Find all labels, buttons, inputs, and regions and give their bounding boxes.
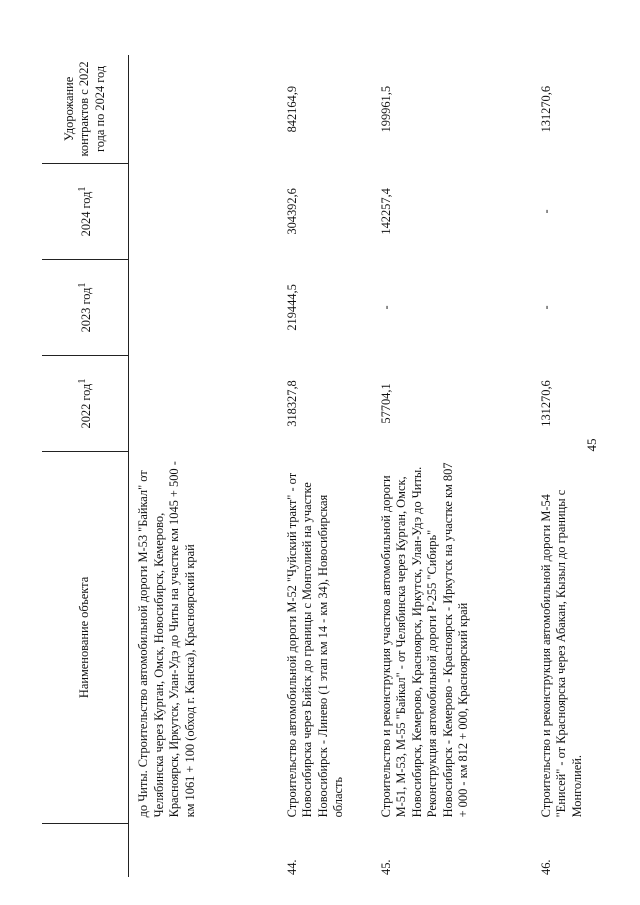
- row-2023: [129, 259, 279, 355]
- row-increase: 199961,5: [378, 85, 393, 133]
- header-2024: [42, 163, 129, 259]
- objects-table: [42, 55, 597, 877]
- row-2024: 304392,6: [284, 188, 299, 235]
- table-row: [533, 55, 597, 877]
- row-number: 46.: [538, 859, 553, 875]
- header-2024-label: 2024 год: [79, 191, 94, 237]
- footnote-mark: 1: [77, 186, 89, 192]
- row-number: 44.: [284, 859, 299, 875]
- row-2022: 57704,1: [378, 383, 393, 424]
- header-2022-label: 2022 год: [79, 383, 94, 429]
- row-increase: [129, 55, 279, 163]
- row-2023: -: [378, 305, 393, 310]
- header-2023: [42, 259, 129, 355]
- row-object-name: Строительство автомобильной дороги М-52 "Чуйский тракт" - от Новосибирска через Бийск до границы с Монголией на участке Новосибирск - Линево (1 этап км 14 - км 34), Новосибирская область: [284, 472, 346, 818]
- table-header-row: [42, 55, 129, 877]
- header-object-name: Наименование объекта: [42, 452, 129, 824]
- row-increase: 842164,9: [284, 85, 299, 133]
- footnote-mark: 1: [77, 378, 89, 384]
- row-number: 45.: [378, 859, 393, 875]
- row-2022: 318327,8: [284, 380, 299, 427]
- row-2022: 131270,6: [538, 380, 553, 427]
- row-2023: 219444,5: [284, 284, 299, 331]
- table-row: [373, 55, 533, 877]
- row-number: [129, 823, 279, 877]
- footnote-mark: 1: [77, 282, 89, 288]
- row-object-name: Строительство и реконструкция автомобильной дороги М-54 "Енисей" - от Красноярска через Абакан, Кызыл до границы с Монголией.: [538, 489, 584, 818]
- row-object-name: до Читы. Строительство автомобильной дороги М-53 "Байкал" от Челябинска через Курган, Омск, Новосибирск, Кемерово, Красноярск, Иркутск, Улан-Удэ до Читы на участке км 1045 + 500 - км 1061 + 100 (обход г. Канска), Красноярский край: [136, 461, 197, 818]
- table-row: [279, 55, 373, 877]
- header-2023-label: 2023 год: [79, 287, 94, 333]
- row-2023: -: [538, 305, 553, 310]
- row-increase: 131270,6: [538, 85, 553, 133]
- row-2024: 142257,4: [378, 188, 393, 235]
- row-2024: -: [538, 209, 553, 214]
- table-row: [129, 55, 279, 877]
- row-object-name: Строительство и реконструкция участков автомобильной дороги М-51, М-53, М-55 "Байкал" - от Челябинска через Курган, Омск, Новосибирск, Кемерово, Красноярск, Иркутск, Улан-Удэ до Читы. Реконструкция автомобильной дороги Р-255 "Сибирь" Новосибирск - Кемерово - Красноярск - Иркутск на участке км 807 + 000 - км 812 + 000, Красноярский край: [378, 462, 471, 818]
- header-2022: [42, 355, 129, 451]
- page-number: 45: [584, 438, 599, 452]
- header-cost-increase: Удорожание контрактов с 2022 года по 2024 год: [42, 55, 129, 163]
- row-2024: [129, 163, 279, 259]
- header-number: [42, 823, 129, 877]
- row-2022: [129, 355, 279, 451]
